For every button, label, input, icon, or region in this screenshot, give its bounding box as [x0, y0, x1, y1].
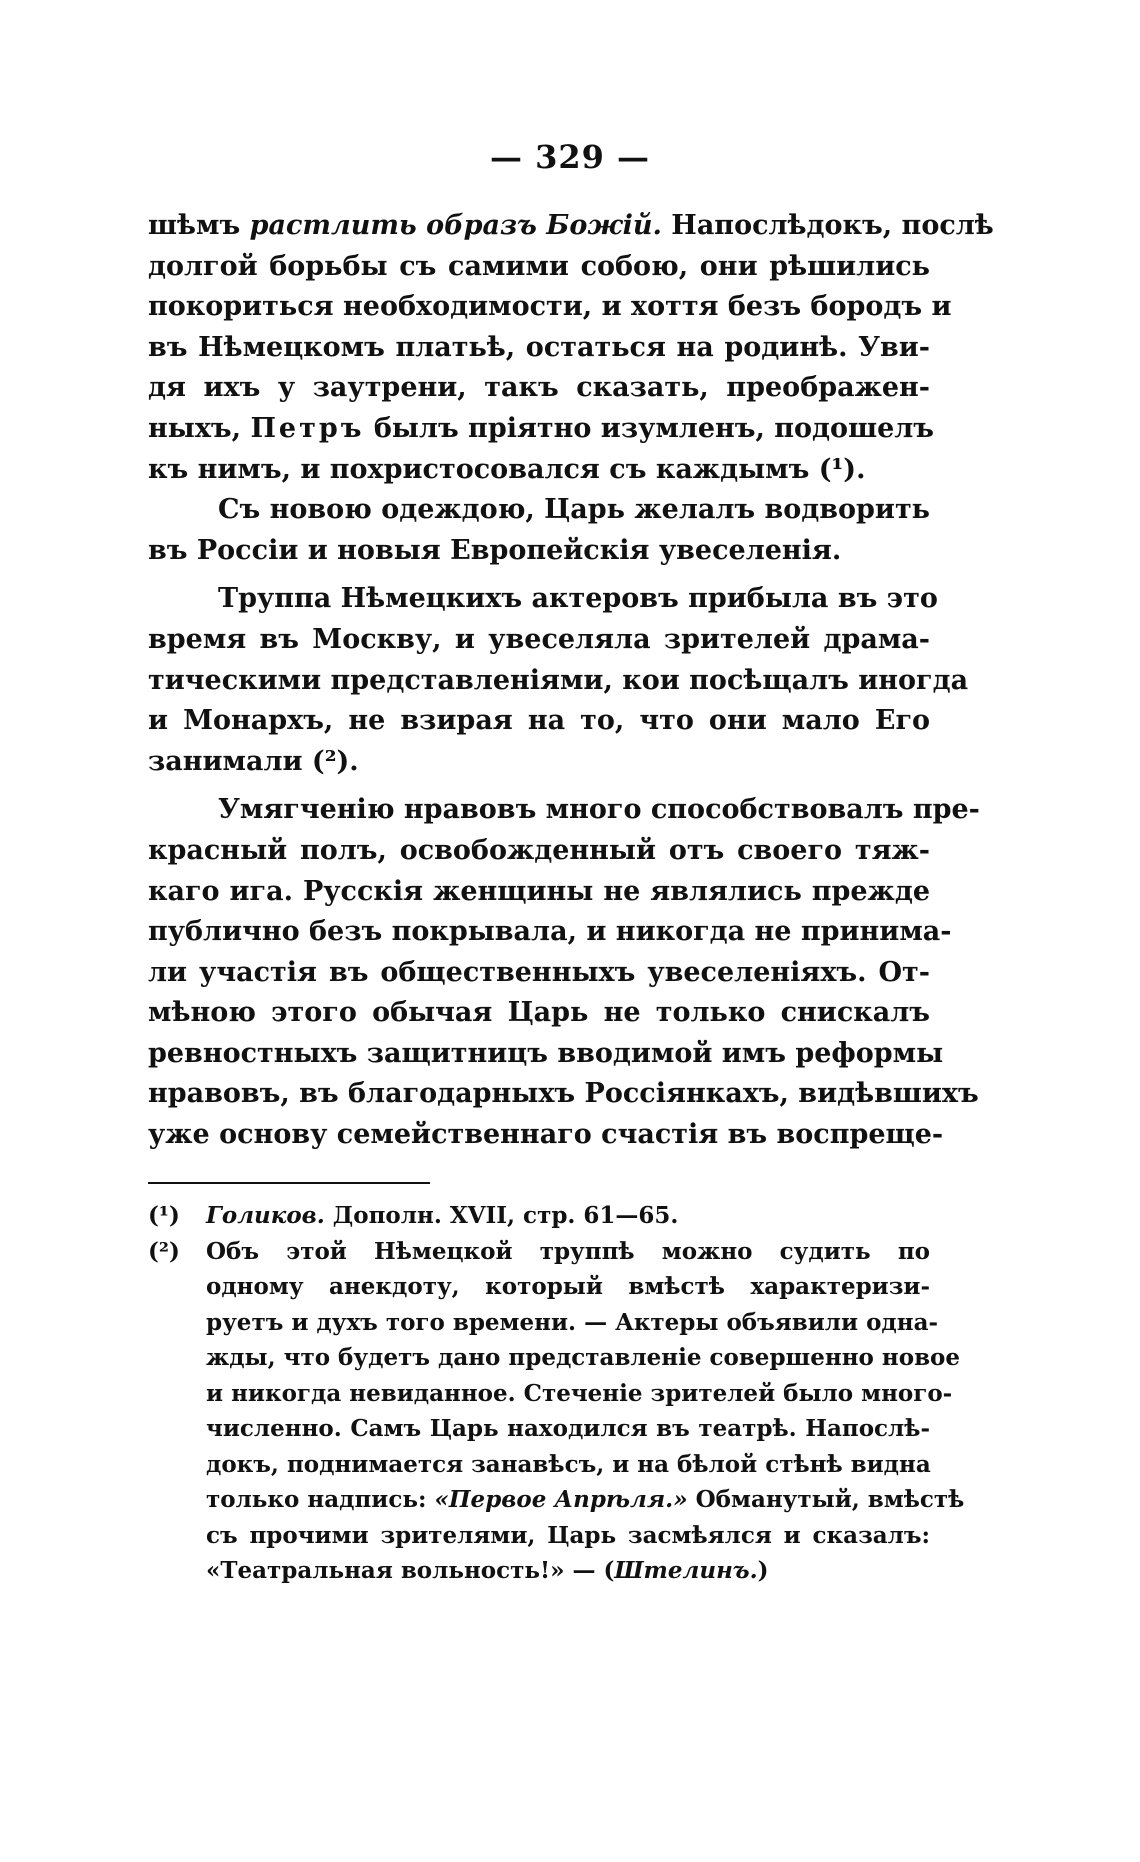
- footnote-author: Голиков.: [206, 1202, 325, 1229]
- text-line: въ Нѣмецкомъ платьѣ, остаться на родинѣ. Уви-: [148, 331, 930, 363]
- text-line: тическими представленіями, кои посѣщалъ иногда: [148, 664, 969, 696]
- text-line: долгой борьбы съ самими собою, они рѣшились: [148, 250, 930, 282]
- text-line: публично безъ покрывала, и никогда не принима-: [148, 916, 952, 948]
- footnote-line: только надпись: «Первое Апрѣля.» Обманутый, вмѣстѣ: [206, 1486, 965, 1513]
- paragraph-4: [148, 790, 980, 1155]
- footnote-marker: (¹): [148, 1202, 180, 1229]
- footnote-line: одному анекдоту, который вмѣстѣ характеризи-: [206, 1273, 930, 1300]
- text-line: Съ новою одеждою, Царь желалъ водворить: [218, 494, 930, 526]
- text-line: занимали (²).: [148, 745, 359, 777]
- text-line: Труппа Нѣмецкихъ актеровъ прибыла въ это: [218, 583, 938, 615]
- footnote-1: (¹) Голиков. Дополн. XVII, стр. 61—65.: [148, 1198, 930, 1234]
- footnote-line: «Театральная вольность!» — (Штелинъ.): [206, 1557, 769, 1584]
- text-line: дя ихъ у заутрени, такъ сказать, преображен-: [148, 372, 930, 404]
- italic-phrase: растлить образъ Божій.: [249, 210, 662, 241]
- paragraph-3: [148, 579, 969, 782]
- footnote-line: съ прочими зрителями, Царь засмѣялся и сказалъ:: [206, 1521, 930, 1549]
- text-line: въ Россіи и новыя Европейскія увеселенія.: [148, 534, 842, 566]
- text-line: красный полъ, освобожденный отъ своего тяж-: [148, 834, 930, 866]
- paragraph-1: [148, 206, 994, 490]
- footnote-line: руетъ и духъ того времени. — Актеры объявили одна-: [206, 1308, 939, 1336]
- text-line: мѣною этого обычая Царь не только снискалъ: [148, 997, 930, 1029]
- name-petr: Петръ: [250, 412, 365, 444]
- footnote-source: Штелинъ.: [614, 1557, 758, 1584]
- text-line: время въ Москву, и увеселяла зрителей драма-: [148, 623, 930, 655]
- text-line: къ нимъ, и похристосовался съ каждымъ (¹).: [148, 453, 866, 485]
- text-line: шѣмъ растлить образъ Божій. Напослѣдокъ, послѣ: [148, 210, 994, 241]
- text-line: ревностныхъ защитницъ вводимой имъ реформы: [148, 1037, 944, 1069]
- footnote-line: и никогда невиданное. Стеченіе зрителей было много-: [206, 1379, 953, 1407]
- text-line: и Монархъ, не взирая на то, что они мало Его: [148, 705, 930, 737]
- main-text: [148, 206, 994, 1156]
- text-line: Умягченію нравовъ много способствовалъ пре-: [218, 794, 980, 826]
- footnote-line: численно. Самъ Царь находился въ театрѣ. Напослѣ-: [206, 1415, 930, 1442]
- page-number: — 329 —: [489, 138, 651, 176]
- text-line: каго ига. Русскія женщины не являлись прежде: [148, 875, 930, 907]
- text-line: нравовъ, въ благодарныхъ Россіянкахъ, видѣвшихъ: [148, 1078, 979, 1110]
- text-line: уже основу семейственнаго счастія въ воспреще-: [148, 1119, 944, 1151]
- text-line: ли участія въ общественныхъ увеселеніяхъ. От-: [148, 956, 930, 988]
- footnote-line: жды, что будетъ дано представленіе совершенно новое: [206, 1344, 961, 1371]
- text-line: ныхъ, Петръ былъ пріятно изумленъ, подошелъ: [148, 412, 935, 444]
- text-line: покориться необходимости, и хоття безъ бородъ и: [148, 291, 952, 323]
- footnote-marker: (²): [148, 1237, 180, 1265]
- footnotes: [148, 1198, 965, 1589]
- footnote-2: (²) Объ этой Нѣмецкой труппѣ можно судить по одному анекдоту, который вмѣстѣ характеризи- руетъ и духъ того времени. — Актеры объявили одна- жды, что будетъ дано представленіе совершенно новое и никогда невиданное. Стеченіе зрителей было много- численно. Самъ Царь находился въ театрѣ. Напослѣ- докъ, поднимается занавѣсъ, и на бѣлой стѣнѣ видна только надпись: «Первое Апрѣля.» Обманутый, вмѣстѣ съ прочими зрителями, Царь засмѣялся и сказалъ: «Театральная вольность!» — (Штелинъ.): [148, 1234, 930, 1589]
- footnote-line: докъ, поднимается занавѣсъ, и на бѣлой стѣнѣ видна: [206, 1450, 931, 1478]
- quoted-inscription: «Первое Апрѣля.»: [434, 1486, 688, 1513]
- paragraph-2: [148, 490, 930, 571]
- footnote-divider: [148, 1182, 430, 1184]
